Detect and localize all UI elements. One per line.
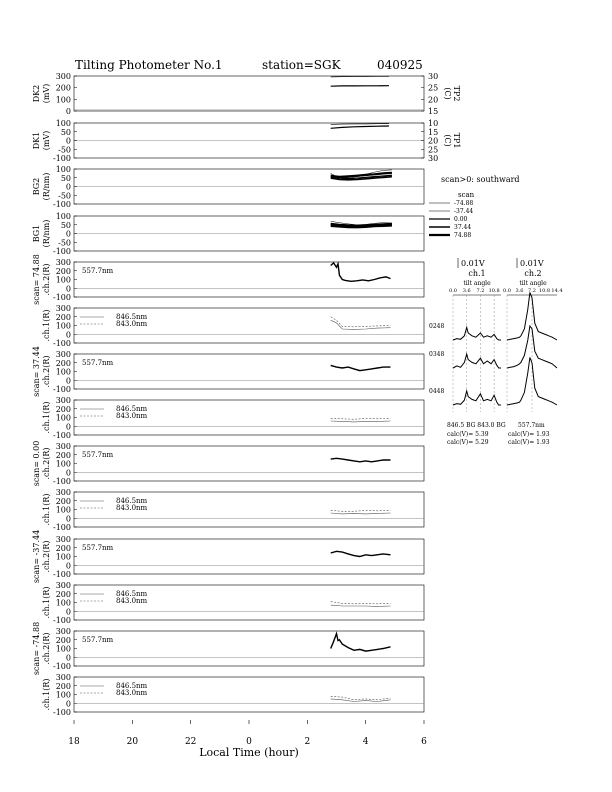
y-tick-label: 100 xyxy=(55,413,71,423)
y-tick-label: 300 xyxy=(55,535,71,544)
y-tick-label: 50 xyxy=(60,127,71,137)
y-tick-label: -100 xyxy=(53,616,71,625)
y-axis-label xyxy=(32,254,51,305)
y-tick-label: 200 xyxy=(55,404,71,414)
wavelength-label: 557.7nm xyxy=(82,544,114,552)
y-tick-label: 200 xyxy=(55,83,71,93)
legend-label-843: 843.0nm xyxy=(116,320,148,328)
y-tick-label: 100 xyxy=(55,644,71,654)
y2-axis-label xyxy=(443,86,461,102)
y-tick-label: -100 xyxy=(53,523,71,532)
y-label-line2: .ch.2(R) xyxy=(42,263,51,296)
y-label-line1: scan= 37.44 xyxy=(32,346,41,397)
ch1-846-line xyxy=(331,513,391,514)
y2-tick-label: 30 xyxy=(428,72,439,81)
panel-s4c2 xyxy=(32,530,424,583)
ch2-557-line xyxy=(331,551,391,556)
panel-bg2 xyxy=(32,165,424,209)
ch1-843-line xyxy=(331,602,391,604)
y-tick-label: 200 xyxy=(55,681,71,691)
legend-label-846: 846.5nm xyxy=(116,497,148,505)
y-tick-label: -100 xyxy=(53,477,71,486)
x-tick-label: 22 xyxy=(184,737,197,747)
wavelength-label: 557.7nm xyxy=(82,267,114,275)
inset-profile-ch1 xyxy=(453,354,501,368)
inset-calc-ch1b: calc(V)= 5.29 xyxy=(447,439,489,446)
scan-legend-label: 0.00 xyxy=(454,216,468,223)
y-tick-label: -50 xyxy=(58,145,71,155)
y-axis-label xyxy=(32,220,51,248)
y-axis-label xyxy=(42,401,51,433)
panel-s1c1 xyxy=(42,304,424,348)
y-tick-label: -100 xyxy=(53,570,71,579)
y-tick-label: 0 xyxy=(65,468,71,478)
right-legend xyxy=(429,175,520,239)
panel-frame xyxy=(74,631,424,666)
inset-tick-ch1: 3.6 xyxy=(462,288,471,294)
legend-label-843: 843.0nm xyxy=(116,597,148,605)
y-tick-label: 300 xyxy=(55,673,71,682)
scan-legend-label: -74.88 xyxy=(454,200,474,207)
inset-tick-ch2: 14.4 xyxy=(551,288,563,294)
y-tick-label: 100 xyxy=(55,690,71,700)
legend-label-843: 843.0nm xyxy=(116,689,148,697)
y-tick-label: 100 xyxy=(55,367,71,377)
y-tick-label: 100 xyxy=(55,552,71,562)
x-tick-label: 0 xyxy=(246,737,252,747)
y-tick-label: 300 xyxy=(55,258,71,267)
y-label-line1: DK1 xyxy=(32,131,41,150)
tilt-angle-label-ch2: tilt angle xyxy=(519,280,547,287)
y-label-line2: .ch.1(R) xyxy=(42,493,51,526)
y2-tick-label: 15 xyxy=(428,127,439,137)
inset-profile-ch2 xyxy=(507,357,557,405)
panel-s2c1 xyxy=(42,396,424,440)
y-axis-label xyxy=(32,530,51,583)
y-tick-label: 50 xyxy=(60,220,71,230)
y-tick-label: -100 xyxy=(53,200,71,209)
panel-stack xyxy=(32,72,461,717)
x-tick-label: 4 xyxy=(362,737,369,747)
panel-dk2 xyxy=(32,72,461,116)
y-tick-label: 300 xyxy=(55,488,71,497)
scan-legend-label: 74.88 xyxy=(454,232,472,239)
y-tick-label: 0 xyxy=(65,229,71,239)
station-label: station=SGK xyxy=(262,58,341,72)
inset-bottom-ch2: 557.7nm xyxy=(518,422,545,429)
panel-s3c2 xyxy=(32,441,424,487)
figure-title: Tilting Photometer No.1 xyxy=(75,58,223,72)
inset-tick-ch1: 0.0 xyxy=(449,288,457,294)
y-tick-label: 200 xyxy=(55,496,71,506)
y2-tick-label: 30 xyxy=(428,154,439,163)
y-tick-label: -100 xyxy=(53,385,71,394)
y2-tick-label: 25 xyxy=(428,83,439,93)
panel-bg1 xyxy=(32,212,424,256)
y-tick-label: 100 xyxy=(55,212,71,221)
inset-profile-ch1 xyxy=(453,391,501,405)
y-label-line1: scan= 74.88 xyxy=(32,254,41,305)
y-tick-label: 0 xyxy=(65,136,71,146)
y-axis-label xyxy=(42,493,51,525)
panel-s2c2 xyxy=(32,346,424,397)
y-tick-label: -100 xyxy=(53,339,71,348)
inset-calc-ch1a: calc(V)= 5.39 xyxy=(447,431,489,438)
panel-s5c2 xyxy=(32,622,424,675)
inset-ch1-label: ch.1 xyxy=(468,269,486,278)
y-tick-label: 0 xyxy=(65,107,71,116)
scan-legend-label: 37.44 xyxy=(454,224,472,231)
y2-tick-label: 15 xyxy=(428,107,439,116)
legend-label-843: 843.0nm xyxy=(116,412,148,420)
dark-current-line xyxy=(331,86,389,87)
y-axis-label xyxy=(42,678,51,710)
y-tick-label: 300 xyxy=(55,350,71,359)
legend-label-843: 843.0nm xyxy=(116,504,148,512)
y-axis-label xyxy=(32,441,51,487)
panel-frame xyxy=(74,446,424,481)
inset-tick-ch2: 7.2 xyxy=(528,288,536,294)
date-label: 040925 xyxy=(377,58,423,72)
ch1-843-line xyxy=(331,696,391,700)
legend-label-846: 846.5nm xyxy=(116,405,148,413)
y-tick-label: 200 xyxy=(55,266,71,276)
y-tick-label: 100 xyxy=(55,95,71,105)
inset-tick-ch1: 7.2 xyxy=(476,288,485,294)
y-label-line2: .ch.2(R) xyxy=(42,632,51,665)
inset-row-label: 0348 xyxy=(429,351,445,358)
y-tick-label: -100 xyxy=(53,431,71,440)
y-tick-label: 200 xyxy=(55,450,71,460)
inset-calc-ch2b: calc(V)= 1.93 xyxy=(508,439,550,446)
scan-note: scan>0: southward xyxy=(441,175,520,184)
y-axis-label xyxy=(32,346,51,397)
panel-s1c2 xyxy=(32,254,424,305)
wavelength-label: 557.7nm xyxy=(82,636,114,644)
y-label-line2: (R/nm) xyxy=(42,172,51,201)
y-axis-label xyxy=(42,309,51,341)
background-line-74.88 xyxy=(331,224,392,226)
y-label-line2: .ch.2(R) xyxy=(42,355,51,388)
figure-header xyxy=(75,58,423,72)
y-label-line1: BG1 xyxy=(32,224,41,243)
tilt-angle-label-ch1: tilt angle xyxy=(463,280,491,287)
y-label-line2: (R/nm) xyxy=(42,219,51,248)
inset-calc-ch2a: calc(V)= 1.93 xyxy=(508,431,550,438)
y-tick-label: 300 xyxy=(55,72,71,81)
y-tick-label: 100 xyxy=(55,321,71,331)
y-tick-label: 0 xyxy=(65,653,71,663)
x-tick-label: 6 xyxy=(421,737,427,747)
y-label-line1: BG2 xyxy=(32,177,41,196)
ch1-846-line xyxy=(331,421,391,422)
y-tick-label: 300 xyxy=(55,442,71,451)
panel-frame xyxy=(74,354,424,389)
ch1-843-line xyxy=(331,510,391,511)
y-axis-label xyxy=(42,586,51,618)
y-tick-label: 0 xyxy=(65,284,71,294)
dark-current-line xyxy=(331,126,389,128)
y-tick-label: -50 xyxy=(58,238,71,248)
y-label-line2: .ch.1(R) xyxy=(42,678,51,711)
y-tick-label: 200 xyxy=(55,635,71,645)
y-tick-label: -100 xyxy=(53,708,71,717)
y-tick-label: 0 xyxy=(65,514,71,524)
ch1-843-line xyxy=(331,418,391,419)
inset-profile-ch1 xyxy=(453,327,501,340)
x-tick-label: 2 xyxy=(304,737,311,747)
ch1-846-line xyxy=(331,699,391,702)
y-tick-label: -50 xyxy=(58,191,71,201)
y-tick-label: 0 xyxy=(65,182,71,192)
ch2-557-line xyxy=(331,365,391,370)
ch1-846-line xyxy=(331,605,391,606)
y-label-line2: .ch.1(R) xyxy=(42,586,51,619)
inset-row-label: 0248 xyxy=(429,323,445,330)
y-tick-label: 300 xyxy=(55,627,71,636)
y2-label-line1: TP2 xyxy=(452,85,461,102)
y-tick-label: 300 xyxy=(55,304,71,313)
legend-label-846: 846.5nm xyxy=(116,682,148,690)
ch2-557-line xyxy=(331,634,391,652)
y-tick-label: 200 xyxy=(55,589,71,599)
y-tick-label: -100 xyxy=(53,662,71,671)
y-label-line1: DK2 xyxy=(32,84,41,103)
wavelength-label: 557.7nm xyxy=(82,451,114,459)
y-tick-label: 100 xyxy=(55,598,71,608)
y-label-line2: .ch.1(R) xyxy=(42,309,51,342)
y-tick-label: 100 xyxy=(55,275,71,285)
x-axis xyxy=(68,720,427,759)
y-tick-label: 100 xyxy=(55,459,71,469)
legend-label-846: 846.5nm xyxy=(116,590,148,598)
y2-tick-label: 20 xyxy=(428,136,439,146)
y-tick-label: -100 xyxy=(53,293,71,302)
panel-dk1 xyxy=(32,119,461,163)
y-axis-label xyxy=(32,84,51,104)
inset-tick-ch2: 3.6 xyxy=(515,288,524,294)
y-label-line1: scan= -37.44 xyxy=(32,529,41,584)
inset-ch2-label: ch.2 xyxy=(524,269,542,278)
y-tick-label: -100 xyxy=(53,154,71,163)
y-label-line2: (mV) xyxy=(42,83,51,104)
inset-row-label: 0448 xyxy=(429,388,445,395)
y-tick-label: 0 xyxy=(65,330,71,340)
scale-label-ch2: 0.01V xyxy=(520,259,544,268)
y-label-line1: scan= 0.00 xyxy=(32,440,41,487)
scan-legend-label: -37.44 xyxy=(454,208,474,215)
y2-label-line2: (C) xyxy=(443,134,452,147)
y-tick-label: 100 xyxy=(55,119,71,128)
y-tick-label: 100 xyxy=(55,505,71,515)
x-axis-label: Local Time (hour) xyxy=(199,746,299,759)
y-tick-label: 300 xyxy=(55,396,71,405)
y-axis-label xyxy=(32,622,51,675)
tilt-profile-inset xyxy=(429,258,563,446)
panel-s5c1 xyxy=(42,673,424,717)
panel-frame xyxy=(74,76,424,111)
legend-label-846: 846.5nm xyxy=(116,313,148,321)
x-tick-label: 18 xyxy=(68,737,80,747)
panel-frame xyxy=(74,539,424,574)
y-tick-label: 0 xyxy=(65,699,71,709)
ch1-846-line xyxy=(331,320,391,329)
y-label-line2: (mV) xyxy=(42,130,51,151)
y-label-line2: .ch.2(R) xyxy=(42,447,51,480)
ch2-557-line xyxy=(331,458,391,462)
inset-tick-ch2: 0.0 xyxy=(503,288,511,294)
inset-tick-ch1: 10.8 xyxy=(488,288,500,294)
y-tick-label: 50 xyxy=(60,173,71,183)
y2-tick-label: 20 xyxy=(428,95,439,105)
y-tick-label: 0 xyxy=(65,607,71,617)
y-tick-label: 0 xyxy=(65,376,71,386)
y-tick-label: 300 xyxy=(55,581,71,590)
y-tick-label: 200 xyxy=(55,312,71,322)
y2-tick-label: 10 xyxy=(428,119,439,128)
y-axis-label xyxy=(32,131,51,151)
y-tick-label: 0 xyxy=(65,561,71,571)
y-tick-label: 100 xyxy=(55,165,71,174)
inset-tick-ch2: 10.8 xyxy=(538,288,551,294)
wavelength-label: 557.7nm xyxy=(82,359,114,367)
y-label-line1: scan= -74.88 xyxy=(32,621,41,676)
scan-legend-title: scan xyxy=(458,191,475,199)
y-tick-label: 200 xyxy=(55,358,71,368)
y-tick-label: -100 xyxy=(53,247,71,256)
dark-current-line xyxy=(331,124,389,125)
y-label-line2: .ch.1(R) xyxy=(42,401,51,434)
panel-s3c1 xyxy=(42,488,424,532)
x-tick-label: 20 xyxy=(126,737,139,747)
y-tick-label: 0 xyxy=(65,422,71,432)
y2-label-line1: TP1 xyxy=(452,132,461,149)
inset-bottom-ch1: 846.5 BG 843.0 BG xyxy=(447,422,506,429)
scale-label-ch1: 0.01V xyxy=(461,259,485,268)
y2-label-line2: (C) xyxy=(443,87,452,100)
y-tick-label: 200 xyxy=(55,543,71,553)
y2-tick-label: 25 xyxy=(428,145,439,155)
y-axis-label xyxy=(32,173,51,201)
y2-axis-label xyxy=(443,133,461,149)
ch1-843-line xyxy=(331,317,391,327)
panel-s4c1 xyxy=(42,581,424,625)
y-label-line2: .ch.2(R) xyxy=(42,540,51,573)
ch2-557-line xyxy=(331,263,391,281)
